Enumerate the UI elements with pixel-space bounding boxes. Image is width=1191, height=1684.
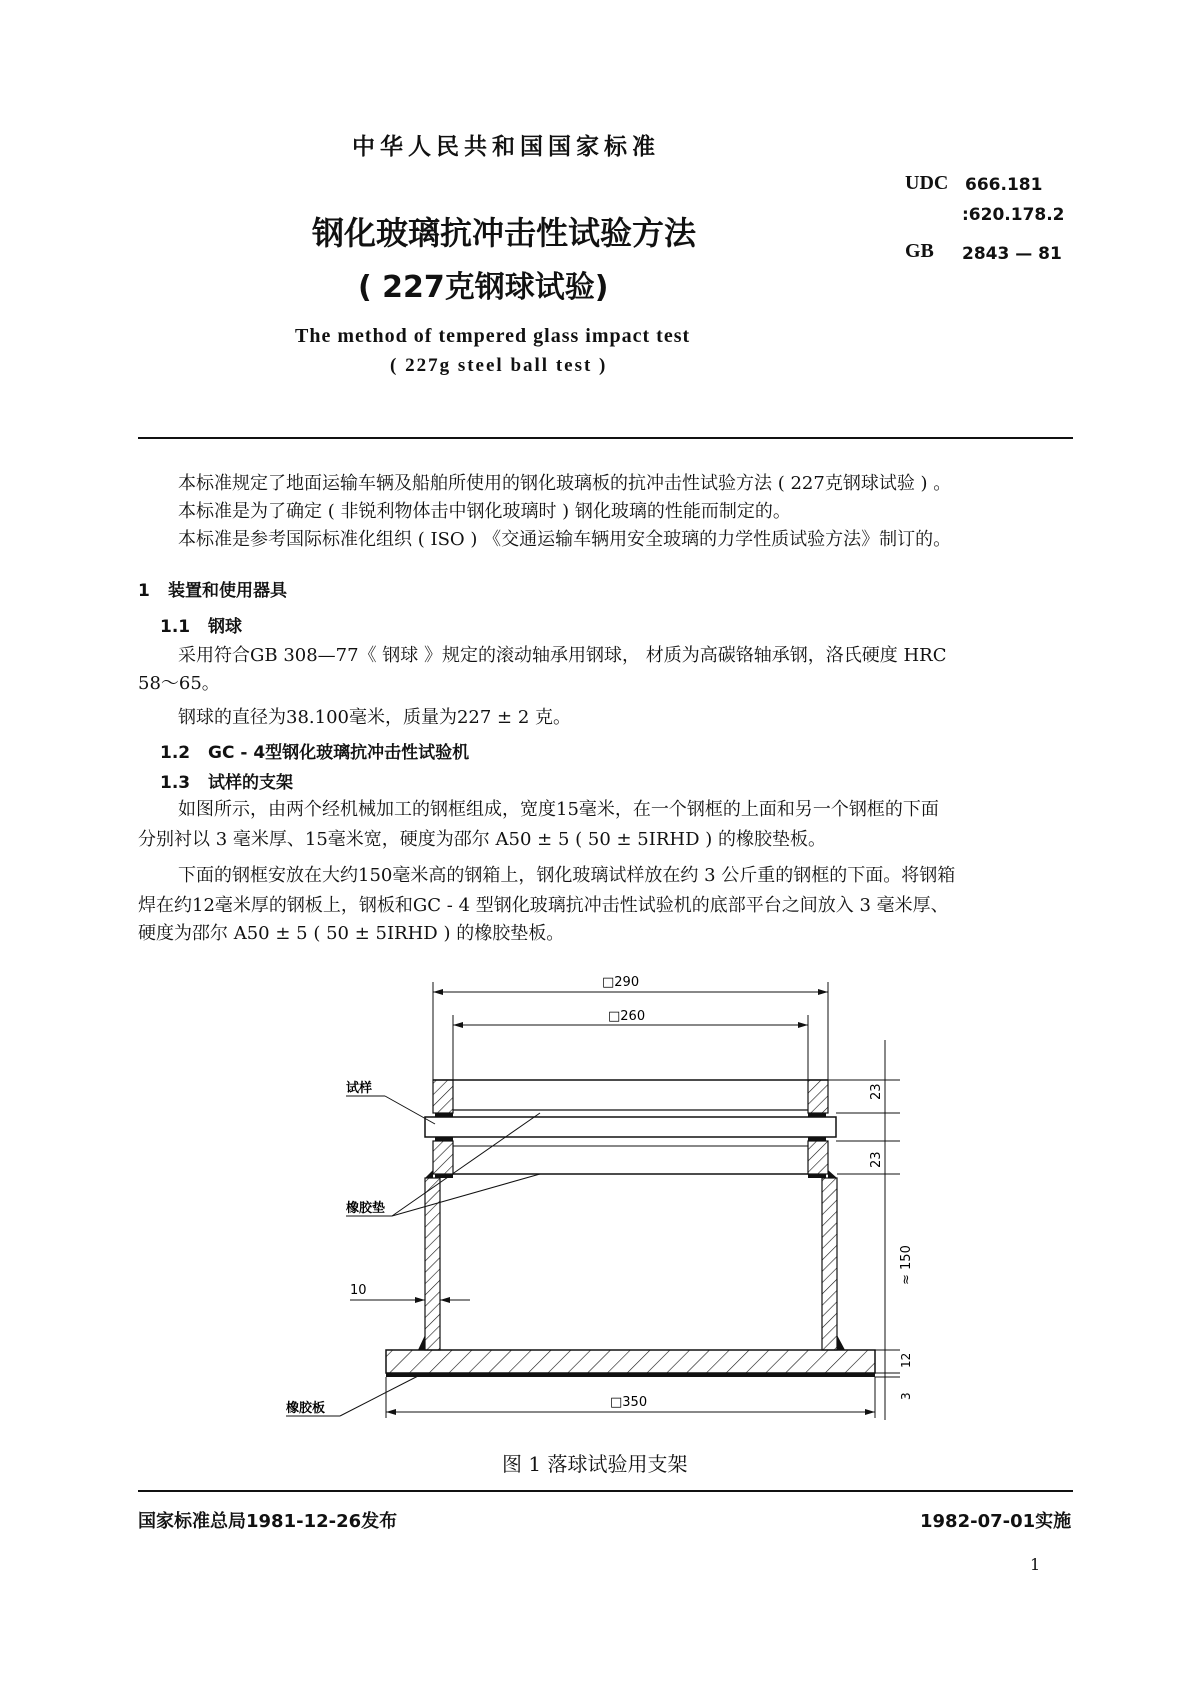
- section-1-3-para-1-line-1: 如图所示，由两个经机械加工的钢框组成，宽度15毫米，在一个钢框的上面和另一个钢框的下面: [178, 799, 939, 820]
- figure-1-support-frame: [0, 960, 1191, 1440]
- svg-text:橡胶垫: 橡胶垫: [346, 1201, 386, 1216]
- dimension-260: [453, 1009, 808, 1080]
- title-chinese: 钢化玻璃抗冲击性试验方法: [312, 214, 697, 252]
- section-1-3-heading: [160, 768, 293, 793]
- rubber-base-plate: [386, 1373, 875, 1377]
- dimension-10-label: 10: [350, 1283, 367, 1298]
- section-title: 试样的支架: [208, 773, 293, 793]
- subtitle-english: ( 227g steel ball test ): [390, 355, 608, 376]
- dimension-23a-label: 23: [869, 1083, 884, 1100]
- standard-name: 中华人民共和国国家标准: [352, 134, 660, 160]
- udc-code: 666.181: [965, 175, 1043, 195]
- label-rubber-plate: [286, 1375, 420, 1416]
- section-1-2-heading: [160, 738, 469, 763]
- section-number: 1.1: [160, 617, 191, 637]
- section-title: 装置和使用器具: [168, 581, 287, 601]
- section-1-1-para-1-line-1: 采用符合GB 308—77《 钢球 》规定的滚动轴承用钢球， 材质为高碳铬轴承钢，洛氏硬度 HRC: [178, 645, 947, 666]
- page-number: 1: [1030, 1555, 1041, 1574]
- section-number: 1.3: [160, 773, 191, 793]
- section-1-3-para-1-line-2: 分别衬以 3 毫米厚、15毫米宽，硬度为邵尔 A50 ± 5 ( 50 ± 5IRHD ) 的橡胶垫板。: [138, 829, 827, 850]
- dimension-350: [386, 1377, 875, 1418]
- dimension-290-label: □290: [602, 975, 640, 990]
- dimension-3-label: 3: [899, 1392, 913, 1400]
- udc-label: UDC: [905, 172, 949, 194]
- section-1-1-para-2: 钢球的直径为38.100毫米，质量为227 ± 2 克。: [178, 707, 572, 728]
- section-1-3-para-2-line-2: 焊在约12毫米厚的钢板上，钢板和GC - 4 型钢化玻璃抗冲击性试验机的底部平台之间放入 3 毫米厚、: [138, 895, 949, 916]
- section-1-heading: [138, 576, 287, 601]
- intro-paragraph-2: 本标准是为了确定 ( 非锐利物体击中钢化玻璃时 ) 钢化玻璃的性能而制定的。: [178, 501, 791, 522]
- upper-steel-frame: [433, 1080, 828, 1113]
- dimension-350-label: □350: [610, 1395, 648, 1410]
- section-number: 1: [138, 581, 150, 601]
- dimension-150-label: ≈ 150: [899, 1245, 914, 1285]
- section-title: 钢球: [208, 617, 242, 637]
- subtitle-chinese: ( 227克钢球试验): [358, 270, 609, 305]
- dimension-290: [433, 975, 828, 1080]
- steel-box: [418, 1170, 845, 1350]
- gb-code: 2843 — 81: [962, 244, 1062, 264]
- dimension-10: [350, 1283, 470, 1303]
- dimension-23b-label: 23: [869, 1151, 884, 1168]
- figure-caption: 图 1 落球试验用支架: [502, 1452, 688, 1476]
- svg-text:试样: 试样: [346, 1081, 373, 1096]
- svg-text:橡胶板: 橡胶板: [286, 1401, 326, 1416]
- issue-date: 国家标准总局1981-12-26发布: [138, 1511, 398, 1532]
- section-title: GC - 4型钢化玻璃抗冲击性试验机: [208, 743, 470, 763]
- label-sample: [346, 1080, 435, 1124]
- section-number: 1.2: [160, 743, 191, 763]
- section-1-3-para-2-line-1: 下面的钢框安放在大约150毫米高的钢箱上，钢化玻璃试样放在约 3 公斤重的钢框的下面。将钢箱: [178, 865, 956, 886]
- effective-date: 1982-07-01实施: [920, 1511, 1072, 1532]
- intro-paragraph-3: 本标准是参考国际标准化组织 ( ISO ) 《交通运输车辆用安全玻璃的力学性质试验方法》制订的。: [178, 529, 952, 550]
- steel-base-plate: [386, 1350, 875, 1373]
- udc-sub-code: :620.178.2: [962, 205, 1065, 225]
- section-1-1-para-1-line-2: 58～65。: [138, 673, 220, 694]
- dimension-12-label: 12: [899, 1352, 913, 1368]
- dimension-260-label: □260: [608, 1009, 646, 1024]
- header-divider: [138, 437, 1073, 439]
- glass-sample: [425, 1117, 836, 1137]
- section-1-3-para-2-line-3: 硬度为邵尔 A50 ± 5 ( 50 ± 5IRHD ) 的橡胶垫板。: [138, 923, 565, 944]
- footer-divider: [138, 1490, 1073, 1492]
- gb-label: GB: [905, 240, 934, 262]
- section-1-1-heading: [160, 612, 242, 637]
- title-english: The method of tempered glass impact test: [295, 325, 691, 347]
- intro-paragraph-1: 本标准规定了地面运输车辆及船舶所使用的钢化玻璃板的抗冲击性试验方法 ( 227克钢球试验 ) 。: [178, 473, 952, 494]
